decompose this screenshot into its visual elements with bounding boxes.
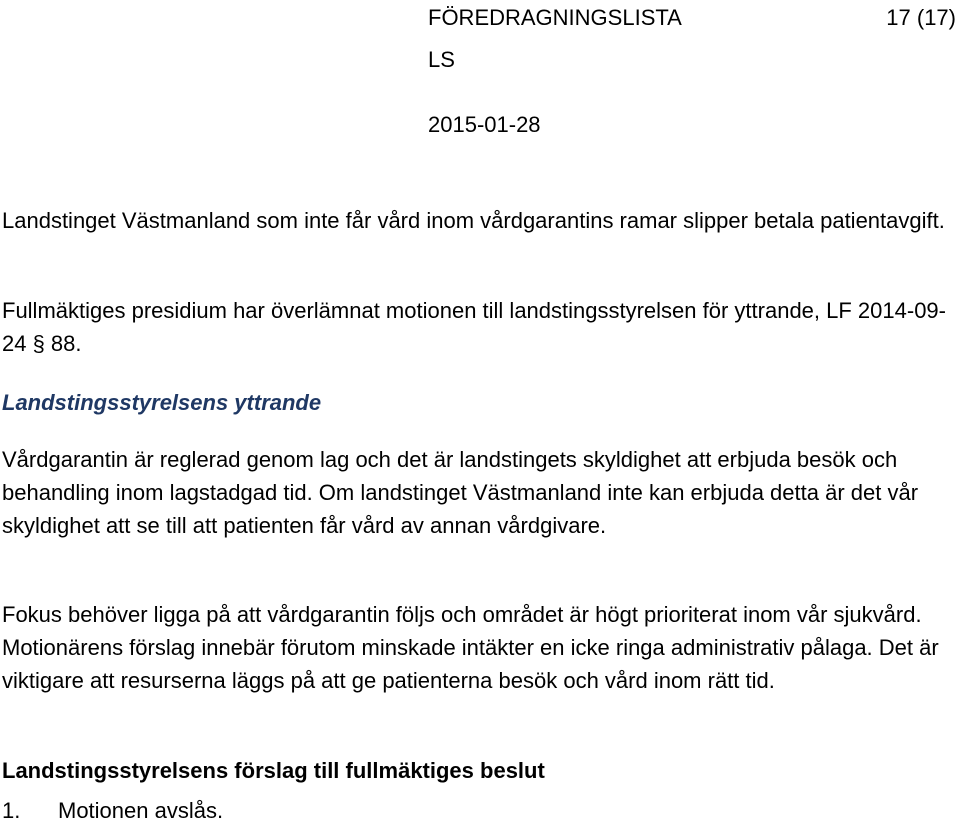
decision-list — [2, 794, 223, 827]
paragraph-intro-1: Landstinget Västmanland som inte får vård inom vårdgarantins ramar slipper betala patientavgift. — [2, 208, 945, 233]
section-heading-forslag: Landstingsstyrelsens förslag till fullmäktiges beslut — [2, 758, 545, 783]
list-item-text: Motionen avslås. — [58, 798, 224, 823]
list-item — [2, 794, 223, 827]
unit-code: LS — [428, 47, 455, 72]
paragraph-yttrande-2: Fokus behöver ligga på att vårdgarantin följs och området är högt prioriterat inom vår sjukvård. Motionärens förslag innebär förutom minskade intäkter en icke ringa administrativ pålaga. Det är viktigare att resurserna läggs på att ge patienterna besök och vård inom rätt tid. — [2, 602, 939, 693]
page-number: 17 (17) — [886, 5, 956, 30]
paragraph-intro-2: Fullmäktiges presidium har överlämnat motionen till landstingsstyrelsen för yttrande, LF 2014-09-24 § 88. — [2, 298, 946, 356]
document-date: 2015-01-28 — [428, 112, 541, 137]
list-item-number: 1. — [2, 798, 21, 823]
paragraph-yttrande-1: Vårdgarantin är reglerad genom lag och det är landstingets skyldighet att erbjuda besök och behandling inom lagstadgad tid. Om landstinget Västmanland inte kan erbjuda detta är det vår skyldighet att se till att patienten får vård av annan vårdgivare. — [2, 447, 919, 538]
document-title: FÖREDRAGNINGSLISTA — [428, 5, 682, 30]
section-heading-yttrande: Landstingsstyrelsens yttrande — [2, 390, 322, 415]
